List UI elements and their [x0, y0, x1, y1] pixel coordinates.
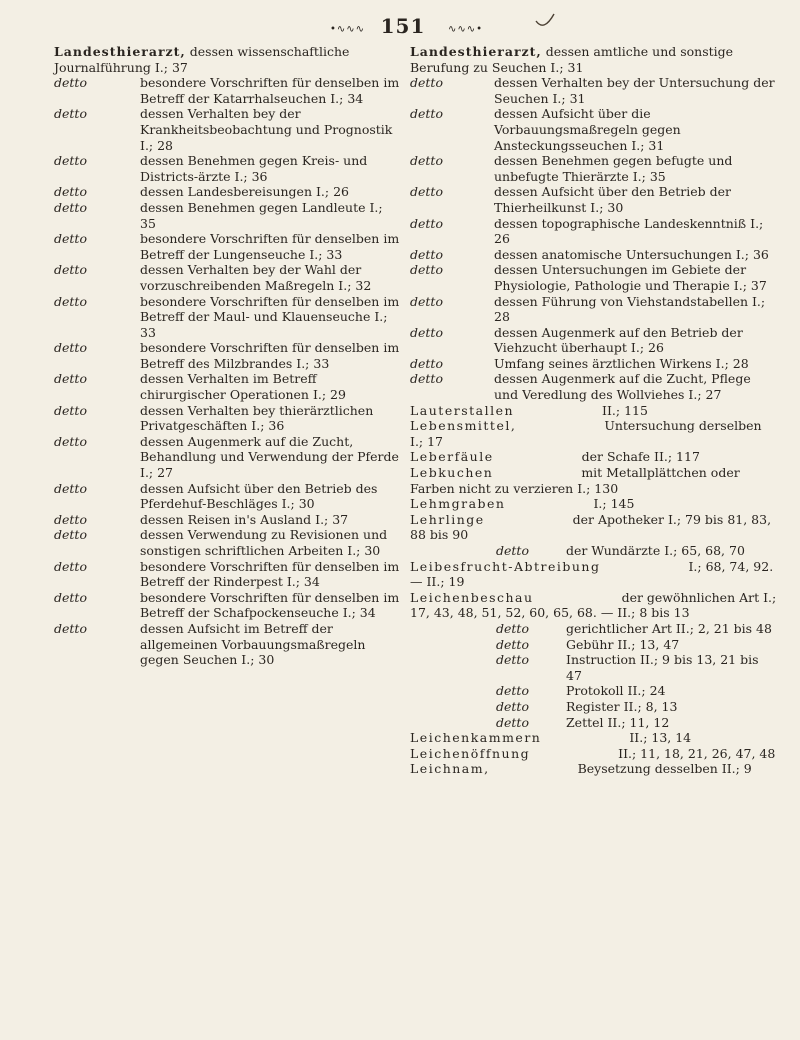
entry-ditto: detto: [54, 184, 87, 200]
entry-text: dessen wissenschaftliche Journalführung I.; 37: [54, 44, 350, 75]
entry-ditto: detto: [54, 480, 87, 496]
index-entry: [54, 153, 400, 184]
index-subentry: [410, 683, 778, 699]
entry-ditto: detto: [54, 199, 87, 215]
entry-ditto: detto: [54, 231, 87, 247]
entry-ditto: detto: [496, 636, 529, 652]
entry-keyword: Lehrlinge: [410, 511, 485, 527]
entry-keyword: Lehmgraben: [410, 496, 506, 512]
page-number: 151: [380, 14, 426, 38]
entry-text: Zettel II.; 11, 12: [566, 714, 670, 730]
entry-ditto: detto: [410, 324, 443, 340]
index-entry-keyword: [410, 512, 778, 543]
entry-ditto: detto: [410, 246, 443, 262]
index-entry-keyword: [410, 496, 778, 512]
entry-ditto: detto: [410, 153, 443, 169]
index-entry: [410, 75, 778, 106]
entry-ditto: detto: [496, 652, 529, 668]
page-header: [0, 8, 800, 42]
index-entry-keyword: [410, 761, 778, 777]
entry-text: dessen Verwendung zu Revisionen und sonstigen schriftlichen Arbeiten I.; 30: [140, 527, 388, 558]
index-entry-keyword: [410, 465, 778, 496]
entry-text: I.; 145: [593, 496, 635, 512]
index-entry: [410, 294, 778, 325]
entry-ditto: detto: [54, 433, 87, 449]
entry-text: dessen Verhalten bey der Wahl der vorzuschreibenden Maßregeln I.; 32: [140, 262, 372, 293]
entry-text: der gewöhnlichen Art I.; 17, 43, 48, 51, 52, 60, 65, 68. — II.; 8 bis 13: [410, 589, 777, 621]
index-entry: [54, 106, 400, 153]
entry-text: dessen Verhalten im Betreff chirurgischer Operationen I.; 29: [140, 371, 346, 403]
entry-text: dessen Aufsicht über die Vorbauungsmaßregeln gegen Ansteckungsseuchen I.; 31: [494, 106, 681, 153]
index-entry: [54, 231, 400, 262]
entry-text: der Schafe II.; 117: [581, 449, 700, 465]
entry-headword: Landesthierarzt,: [54, 44, 186, 59]
index-entry-keyword: [410, 730, 778, 746]
entry-text: Register II.; 8, 13: [566, 698, 678, 714]
index-entry: [54, 512, 400, 528]
entry-ditto: detto: [54, 293, 87, 309]
entry-ditto: detto: [54, 558, 87, 574]
entry-ditto: detto: [54, 340, 87, 356]
entry-text: besondere Vorschriften für denselben im Betreff der Katarrhalseuchen I.; 34: [140, 75, 400, 106]
entry-ditto: detto: [54, 75, 87, 91]
index-entry: [410, 216, 778, 247]
entry-text: Protokoll II.; 24: [566, 683, 666, 699]
entry-text: dessen Reisen in's Ausland I.; 37: [140, 511, 349, 527]
entry-text: II.; 11, 18, 21, 26, 47, 48: [618, 745, 776, 761]
entry-text: II.; 115: [602, 402, 648, 418]
index-entry: [54, 590, 400, 621]
entry-text: dessen Führung von Viehstandstabellen I.; 28: [494, 293, 766, 325]
ornament-left: •∿∿∿: [330, 24, 366, 35]
entry-ditto: detto: [496, 683, 529, 699]
index-entry-keyword: [410, 746, 778, 762]
entry-ditto: detto: [410, 106, 443, 122]
entry-text: besondere Vorschriften für denselben im Betreff der Maul- und Klauenseuche I.; 33: [140, 293, 400, 340]
entry-text: Instruction II.; 9 bis 13, 21 bis 47: [566, 652, 759, 683]
entry-ditto: detto: [496, 620, 529, 636]
right-column: [410, 44, 778, 777]
entry-ditto: detto: [54, 620, 87, 636]
index-entry: [54, 75, 400, 106]
entry-text: besondere Vorschriften für denselben im Betreff der Schafpockenseuche I.; 34: [140, 589, 400, 621]
index-subentry: [410, 699, 778, 715]
entry-keyword: Leibesfrucht-Abtreibung: [410, 558, 601, 574]
entry-ditto: detto: [410, 293, 443, 309]
entry-text: dessen Benehmen gegen Kreis- und Districts-ärzte I.; 36: [140, 153, 368, 184]
index-entry: [54, 434, 400, 481]
entry-text: mit Metallplättchen oder Farben nicht zu verzieren I.; 130: [410, 465, 740, 496]
entry-ditto: detto: [410, 184, 443, 200]
index-entry-keyword: [410, 559, 778, 590]
entry-ditto: detto: [54, 511, 87, 527]
entry-text: dessen Augenmerk auf die Zucht, Pflege und Veredlung des Wollviehes I.; 27: [494, 371, 751, 403]
entry-keyword: Leichnam,: [410, 761, 490, 777]
entry-text: besondere Vorschriften für denselben im Betreff des Milzbrandes I.; 33: [140, 340, 400, 371]
index-entry-keyword: [410, 590, 778, 621]
entry-keyword: Lebensmittel,: [410, 418, 517, 434]
entry-ditto: detto: [410, 215, 443, 231]
entry-ditto: detto: [410, 75, 443, 91]
entry-headword: Landesthierarzt,: [410, 44, 542, 59]
entry-ditto: detto: [54, 371, 87, 387]
entry-text: dessen Aufsicht über den Betrieb des Pferdehuf-Beschläges I.; 30: [140, 480, 378, 512]
entry-ditto: detto: [54, 527, 87, 543]
entry-text: gerichtlicher Art II.; 2, 21 bis 48: [566, 620, 772, 636]
entry-text: dessen Augenmerk auf den Betrieb der Viehzucht überhaupt I.; 26: [494, 324, 743, 356]
index-entry: [410, 371, 778, 402]
entry-text: dessen Verhalten bey der Untersuchung der Seuchen I.; 31: [494, 75, 775, 106]
index-entry: [410, 184, 778, 215]
left-column: [54, 44, 400, 668]
index-entry: [54, 481, 400, 512]
entry-text: dessen Untersuchungen im Gebiete der Physiologie, Pathologie und Therapie I.; 37: [494, 262, 767, 293]
entry-text: besondere Vorschriften für denselben im Betreff der Rinderpest I.; 34: [140, 558, 400, 590]
index-entry: [410, 106, 778, 153]
index-entry-keyword: [410, 418, 778, 449]
index-entry: [54, 559, 400, 590]
ornament-right: ∿∿∿•: [448, 24, 484, 35]
index-entry-head: [410, 44, 778, 75]
index-entry: [410, 356, 778, 372]
entry-ditto: detto: [54, 262, 87, 278]
entry-keyword: Leichenkammern: [410, 730, 542, 746]
index-entry: [54, 184, 400, 200]
entry-ditto: detto: [54, 153, 87, 169]
entry-ditto: detto: [496, 543, 529, 558]
entry-text: dessen Benehmen gegen befugte und unbefugte Thierärzte I.; 35: [494, 153, 733, 184]
index-entry: [54, 371, 400, 402]
entry-text: der Apotheker I.; 79 bis 81, 83, 88 bis 90: [410, 511, 772, 543]
index-entry: [54, 527, 400, 558]
entry-text: der Wundärzte I.; 65, 68, 70: [566, 543, 745, 558]
entry-text: dessen topographische Landeskenntniß I.; 26: [494, 215, 764, 247]
entry-ditto: detto: [54, 106, 87, 122]
index-subentry: [410, 652, 778, 683]
index-subentry: [410, 715, 778, 731]
entry-text: dessen Landesbereisungen I.; 26: [140, 184, 349, 200]
entry-keyword: Lauterstallen: [410, 402, 515, 418]
entry-text: II.; 13, 14: [629, 730, 692, 746]
entry-text: dessen Verhalten bey thierärztlichen Privatgeschäften I.; 36: [140, 402, 374, 434]
entry-text: dessen Benehmen gegen Landleute I.; 35: [140, 199, 383, 231]
entry-ditto: detto: [54, 402, 87, 418]
entry-ditto: detto: [54, 589, 87, 605]
entry-text: dessen Aufsicht im Betreff der allgemeinen Vorbauungsmaßregeln gegen Seuchen I.; 30: [140, 620, 366, 668]
index-entry: [410, 247, 778, 263]
entry-keyword: Lebkuchen: [410, 465, 494, 481]
index-entry-keyword: [410, 403, 778, 419]
index-subentry: [410, 621, 778, 637]
entry-text: dessen anatomische Untersuchungen I.; 36: [494, 246, 769, 262]
index-entry: [54, 294, 400, 341]
index-subentry: [410, 543, 778, 559]
index-entry: [410, 153, 778, 184]
ink-mark-icon: [534, 12, 556, 32]
entry-ditto: detto: [496, 714, 529, 730]
entry-ditto: detto: [410, 371, 443, 387]
index-entry: [54, 403, 400, 434]
index-subentry: [410, 637, 778, 653]
index-entry-head: [54, 44, 400, 75]
entry-text: besondere Vorschriften für denselben im Betreff der Lungenseuche I.; 33: [140, 231, 400, 262]
entry-ditto: detto: [410, 262, 443, 278]
index-entry-keyword: [410, 449, 778, 465]
index-entry: [410, 262, 778, 293]
entry-text: Untersuchung derselben I.; 17: [410, 418, 762, 449]
entry-text: dessen Aufsicht über den Betrieb der Thierheilkunst I.; 30: [494, 184, 731, 215]
index-entry: [410, 325, 778, 356]
entry-keyword: Leberfäule: [410, 449, 494, 465]
entry-ditto: detto: [410, 355, 443, 371]
entry-text: I.; 68, 74, 92. — II.; 19: [410, 558, 774, 590]
entry-text: Beysetzung desselben II.; 9: [577, 761, 752, 777]
entry-text: dessen Verhalten bey der Krankheitsbeobachtung und Prognostik I.; 28: [140, 106, 393, 153]
index-entry: [54, 340, 400, 371]
entry-text: Umfang seines ärztlichen Wirkens I.; 28: [494, 355, 749, 371]
entry-text: Gebühr II.; 13, 47: [566, 636, 680, 652]
entry-keyword: Leichenöffnung: [410, 745, 531, 761]
entry-text: dessen amtliche und sonstige Berufung zu Seuchen I.; 31: [410, 44, 734, 75]
index-entry: [54, 621, 400, 668]
index-entry: [54, 262, 400, 293]
entry-text: dessen Augenmerk auf die Zucht, Behandlung und Verwendung der Pferde I.; 27: [140, 433, 399, 481]
index-entry: [54, 200, 400, 231]
entry-keyword: Leichenbeschau: [410, 589, 534, 605]
entry-ditto: detto: [496, 698, 529, 714]
